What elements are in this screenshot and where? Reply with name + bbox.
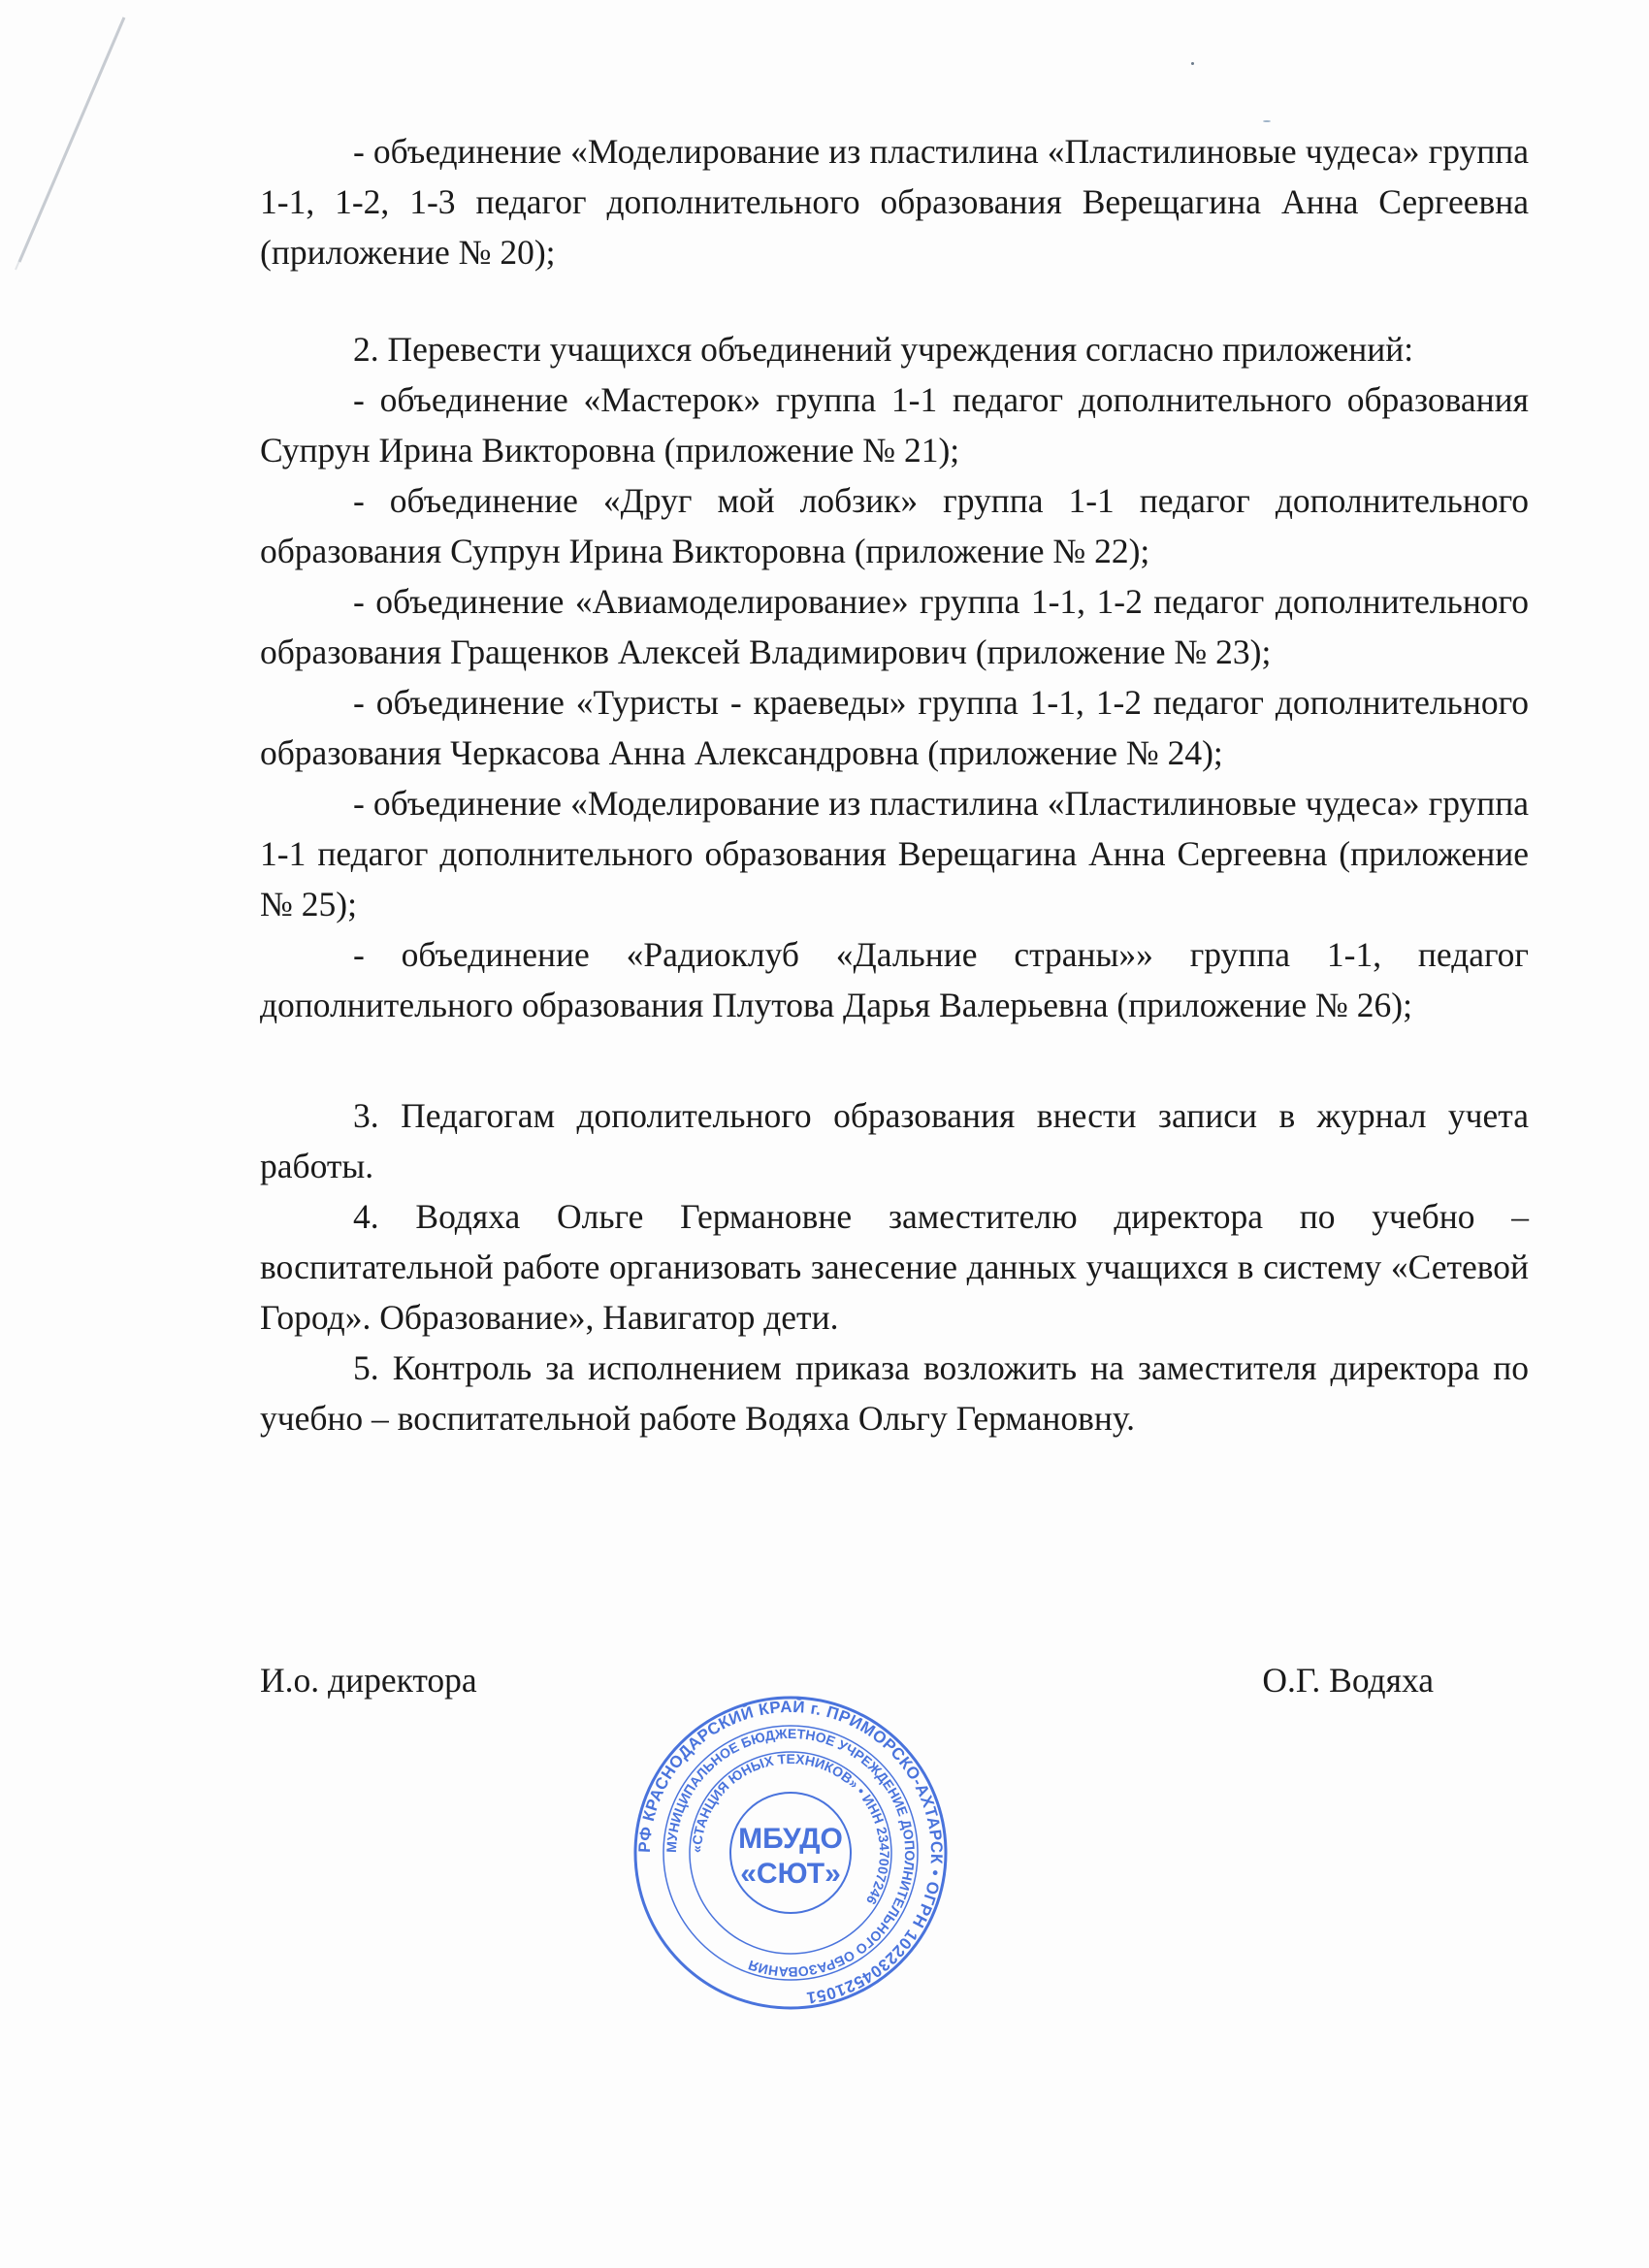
stamp-inner-text: «СТАНЦИЯ ЮНЫХ ТЕХНИКОВ» • ИНН 2347007246 [688, 1750, 893, 1908]
stamp-center-line2: «СЮТ» [740, 1858, 841, 1890]
signatory-title: И.о. директора [260, 1661, 477, 1700]
paragraph-item-turisty: - объединение «Туристы - краеведы» группа 1-1, 1-2 педагог дополнительного образования Черкасова Анна Александровна (приложение № 24); [260, 683, 1529, 772]
stamp-middle-text: МУНИЦИПАЛЬНОЕ БЮДЖЕТНОЕ УЧРЕЖДЕНИЕ ДОПОЛНИТЕЛЬНОГО ОБРАЗОВАНИЯ [663, 1725, 919, 1981]
paragraph-item-lobzik: - объединение «Друг мой лобзик» группа 1-1 педагог дополнительного образования Супрун Ирина Викторовна (приложение № 22); [260, 481, 1529, 570]
stamp-center-line1: МБУДО [738, 1823, 843, 1855]
official-stamp [630, 1693, 951, 2013]
stamp-outer-text: РФ КРАСНОДАРСКИЙ КРАЙ г. ПРИМОРСКО-АХТАРСК • ОГРН 1022304521051 [634, 1697, 947, 2008]
document-body [260, 126, 1529, 1443]
stamp-seal [630, 1693, 951, 2013]
signatory-name: О.Г. Водяха [1262, 1661, 1434, 1700]
paragraph-item-3: 3. Педагогам дополительного образования внести записи в журнал учета работы. [260, 1096, 1529, 1185]
scan-speck [1263, 120, 1271, 122]
paragraph-item-pastilin-2: - объединение «Моделирование из пластилина «Пластилиновые чудеса» группа 1-1 педагог дополнительного образования Верещагина Анна Сергеевна (приложение № 25); [260, 784, 1529, 923]
paragraph-gap [260, 277, 1529, 324]
paragraph-item-pastilin-1: - объединение «Моделирование из пластилина «Пластилиновые чудеса» группа 1-1, 1-2, 1-3 педагог дополнительного образования Верещагина Анна Сергеевна (приложение № 20); [260, 132, 1529, 272]
paragraph-item-masterok: - объединение «Мастерок» группа 1-1 педагог дополнительного образования Супрун Ирина Викторовна (приложение № 21); [260, 380, 1529, 470]
paragraph-item-2: 2. Перевести учащихся объединений учреждения согласно приложений: [353, 330, 1414, 369]
paragraph-item-4: 4. Водяха Ольге Германовне заместителю директора по учебно – воспитательной работе организовать занесение данных учащихся в систему «Сетевой Город». Образование», Навигатор дети. [260, 1197, 1529, 1337]
paragraph-item-5: 5. Контроль за исполнением приказа возложить на заместителя директора по учебно – воспитательной работе Водяха Ольгу Германовну. [260, 1348, 1529, 1438]
scan-speck [1191, 62, 1194, 65]
scan-artifact [0, 0, 146, 272]
paragraph-item-radio: - объединение «Радиоклуб «Дальние страны»» группа 1-1, педагог дополнительного образования Плутова Дарья Валерьевна (приложение № 26); [260, 935, 1529, 1024]
paragraph-gap [260, 1030, 1529, 1090]
paragraph-item-avia: - объединение «Авиамоделирование» группа 1-1, 1-2 педагог дополнительного образования Гращенков Алексей Владимирович (приложение № 23); [260, 582, 1529, 671]
